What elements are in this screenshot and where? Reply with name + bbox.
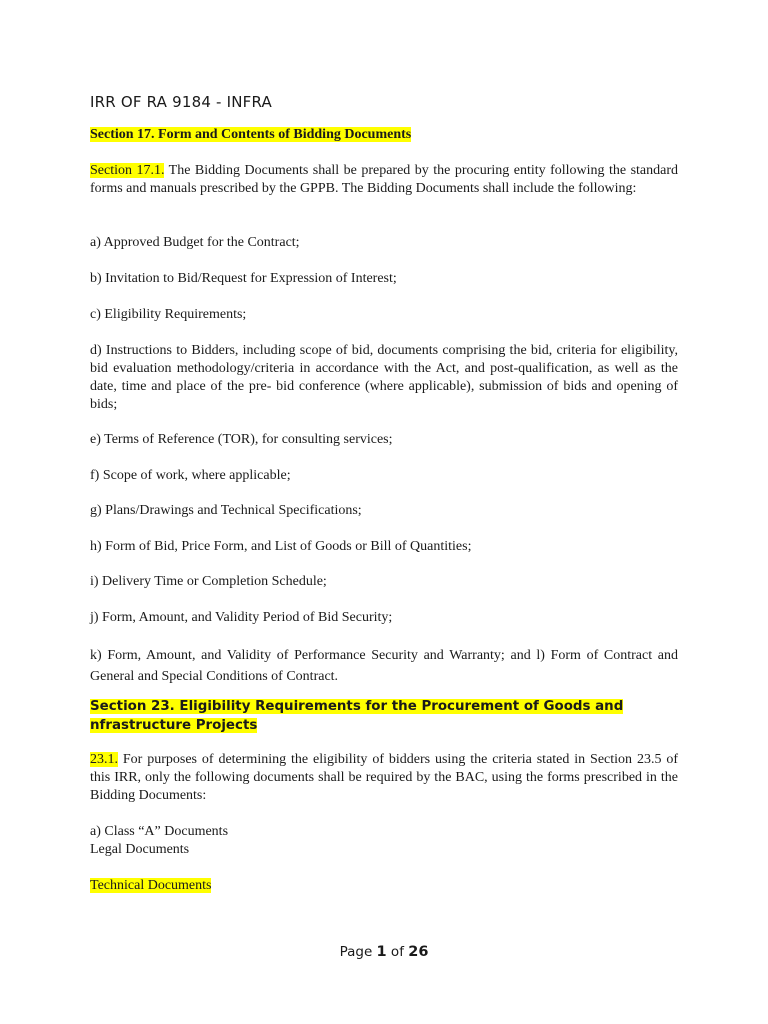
list-item: e) Terms of Reference (TOR), for consulting services; bbox=[90, 432, 393, 447]
document-title: IRR OF RA 9184 - INFRA bbox=[90, 93, 272, 111]
page-word: Page bbox=[339, 944, 377, 960]
legal-documents: Legal Documents bbox=[90, 842, 190, 857]
document-page bbox=[90, 0, 678, 1024]
section-23-1-label: 23.1. bbox=[90, 752, 118, 767]
section-17-1-label: Section 17.1. bbox=[90, 163, 165, 178]
list-item: k) Form, Amount, and Validity of Performance Security and Warranty; and l) Form of Contract and General and Special Conditions of Contract. bbox=[90, 648, 678, 684]
list-item: b) Invitation to Bid/Request for Expression of Interest; bbox=[90, 271, 397, 286]
section-23-heading-line-1: Section 23. Eligibility Requirements for the Procurement of Goods and bbox=[90, 699, 624, 714]
list-item: c) Eligibility Requirements; bbox=[90, 307, 247, 322]
class-a-documents: a) Class “A” Documents bbox=[90, 824, 229, 839]
current-page-number: 1 bbox=[376, 944, 387, 960]
technical-documents: Technical Documents bbox=[90, 878, 212, 893]
technical-documents-line bbox=[90, 877, 678, 895]
list-item: f) Scope of work, where applicable; bbox=[90, 468, 291, 483]
list-item: d) Instructions to Bidders, including scope of bid, documents comprising the bid, criteria for eligibility, bid evaluation methodology/criteria in accordance with the Act, and post-qualification, as well as the date, time and place of the pre- bid conference (where applicable), submission of bids and opening of bids; bbox=[90, 343, 678, 412]
section-23-heading bbox=[90, 697, 678, 735]
section-23-heading-line-2: nfrastructure Projects bbox=[90, 718, 258, 733]
list-item: j) Form, Amount, and Validity Period of Bid Security; bbox=[90, 610, 393, 625]
section-23-1-text: For purposes of determining the eligibility of bidders using the criteria stated in Section 23.5 of this IRR, only the following documents shall be required by the BAC, using the forms prescribed in the Bidding Documents: bbox=[90, 752, 678, 803]
total-pages-number: 26 bbox=[408, 944, 429, 960]
page-footer bbox=[90, 943, 678, 961]
list-item: i) Delivery Time or Completion Schedule; bbox=[90, 574, 327, 589]
list-item: a) Approved Budget for the Contract; bbox=[90, 235, 300, 250]
of-word: of bbox=[386, 944, 409, 960]
section-17-heading bbox=[90, 126, 678, 144]
list-item: h) Form of Bid, Price Form, and List of Goods or Bill of Quantities; bbox=[90, 539, 472, 554]
section-17-1-text: The Bidding Documents shall be prepared by the procuring entity following the standard forms and manuals prescribed by the GPPB. The Bidding Documents shall include the following: bbox=[90, 163, 678, 196]
section-17-heading-text: Section 17. Form and Contents of Bidding Documents bbox=[90, 127, 412, 142]
section-23-1-paragraph bbox=[90, 751, 678, 805]
list-item: g) Plans/Drawings and Technical Specifications; bbox=[90, 503, 362, 518]
section-17-1-paragraph bbox=[90, 162, 678, 198]
